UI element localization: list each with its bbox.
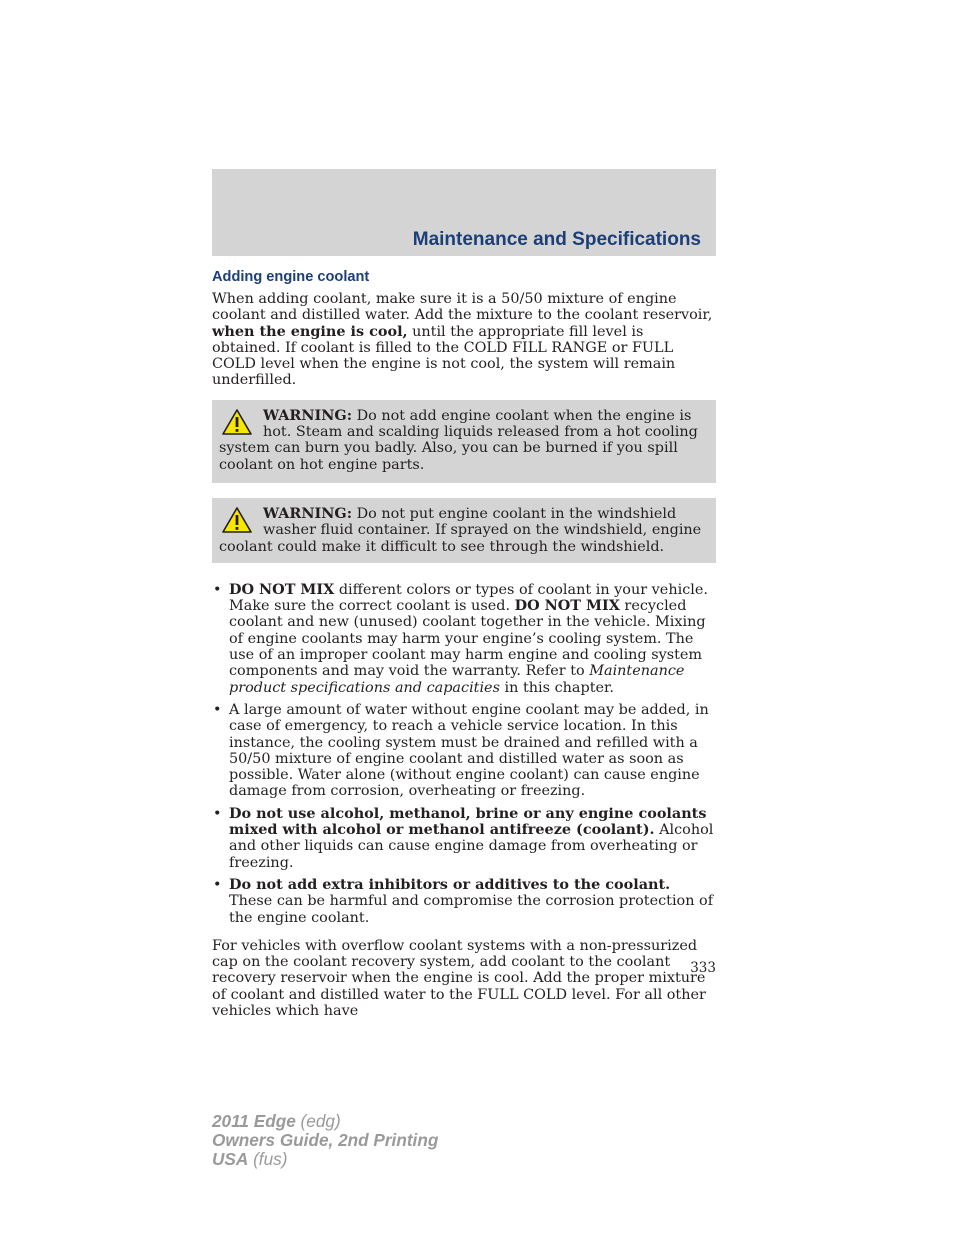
warning-triangle-icon: [221, 408, 253, 436]
warning-box-washer-fluid: [212, 498, 716, 563]
warning-text: Do not add engine coolant when the engine is hot. Steam and scalding liquids released from a hot cooling system can burn you badly. Also, you can be burned if you spill coolant on hot engine parts.: [219, 407, 698, 473]
footer-line-market: [212, 1150, 438, 1169]
warning-label: WARNING:: [263, 504, 353, 522]
footer-line-model: [212, 1112, 438, 1131]
body-text: recycled coolant and new (unused) coolant together in the vehicle. Mixing of engine coolants may harm your engine’s cooling system. The use of an improper coolant may harm engine and cooling system components and may void the warranty. Refer to: [229, 598, 706, 680]
section-heading: Adding engine coolant: [212, 269, 370, 285]
footer-market: USA: [212, 1149, 249, 1170]
footer-model: 2011 Edge: [212, 1111, 296, 1131]
footer-model-code: (edg): [295, 1111, 341, 1131]
cross-reference: Maintenance product specifications and capacities: [229, 663, 685, 696]
body-text: A large amount of water without engine coolant may be added, in case of emergency, to reach a vehicle service location. In this instance, the cooling system must be drained and refilled with a 50/50 mixture of engine coolant and distilled water as soon as possible. Water alone (without engine coolant) can cause engine damage from corrosion, overheating or freezing.: [229, 701, 709, 800]
bullet-icon: •: [213, 581, 222, 598]
bold-text: DO NOT MIX: [514, 597, 620, 615]
intro-bold-text: when the engine is cool,: [212, 322, 408, 340]
bold-text: Do not use alcohol, methanol, brine or any engine coolants mixed with alcohol or methanol antifreeze (coolant).: [229, 804, 707, 839]
header-band: [212, 169, 716, 256]
footer-market-code: (fus): [248, 1149, 288, 1170]
intro-text-2: until the appropriate fill level is obtained. If coolant is filled to the COLD FILL RANGE or FULL COLD level when the engine is not cool, the system will remain underfilled.: [212, 323, 676, 389]
page-title: Maintenance and Specifications: [412, 229, 701, 250]
warning-label: WARNING:: [263, 406, 353, 424]
warning-triangle-icon: [221, 506, 253, 534]
warning-text: Do not put engine coolant in the windshield washer fluid container. If sprayed on the windshield, engine coolant could make it difficult to see through the windshield.: [219, 505, 702, 555]
page-content: [212, 268, 716, 1019]
page-number: 333: [690, 960, 716, 976]
bold-text: DO NOT MIX: [229, 580, 335, 598]
body-text: Alcohol and other liquids can cause engine damage from overheating or freezing.: [229, 822, 714, 871]
bullet-icon: •: [213, 701, 222, 718]
footer: [212, 1112, 438, 1170]
body-text: different colors or types of coolant in your vehicle. Make sure the correct coolant is used.: [229, 581, 708, 615]
list-item: [212, 702, 716, 800]
footer-line-guide: Owners Guide, 2nd Printing: [212, 1130, 439, 1151]
bullet-icon: •: [213, 805, 222, 822]
warning-box-hot-engine: [212, 400, 716, 483]
body-text: in this chapter.: [499, 679, 614, 696]
list-item: [212, 806, 716, 871]
intro-text-1: When adding coolant, make sure it is a 50/50 mixture of engine coolant and distilled water. Add the mixture to the coolant reservoir,: [212, 291, 713, 324]
intro-paragraph: [212, 291, 716, 389]
bullet-icon: •: [213, 876, 222, 893]
closing-paragraph: For vehicles with overflow coolant systems with a non-pressurized cap on the coolant recovery system, add coolant to the coolant recovery reservoir when the engine is cool. Add the proper mixture of coolant and distilled water to the FULL COLD level. For all other vehicles which have: [212, 937, 706, 1019]
bold-text: Do not add extra inhibitors or additives to the coolant.: [229, 875, 671, 893]
bullet-list: [212, 582, 716, 926]
list-item: [212, 582, 716, 696]
list-item: [212, 877, 716, 926]
body-text: These can be harmful and compromise the corrosion protection of the engine coolant.: [229, 893, 714, 926]
